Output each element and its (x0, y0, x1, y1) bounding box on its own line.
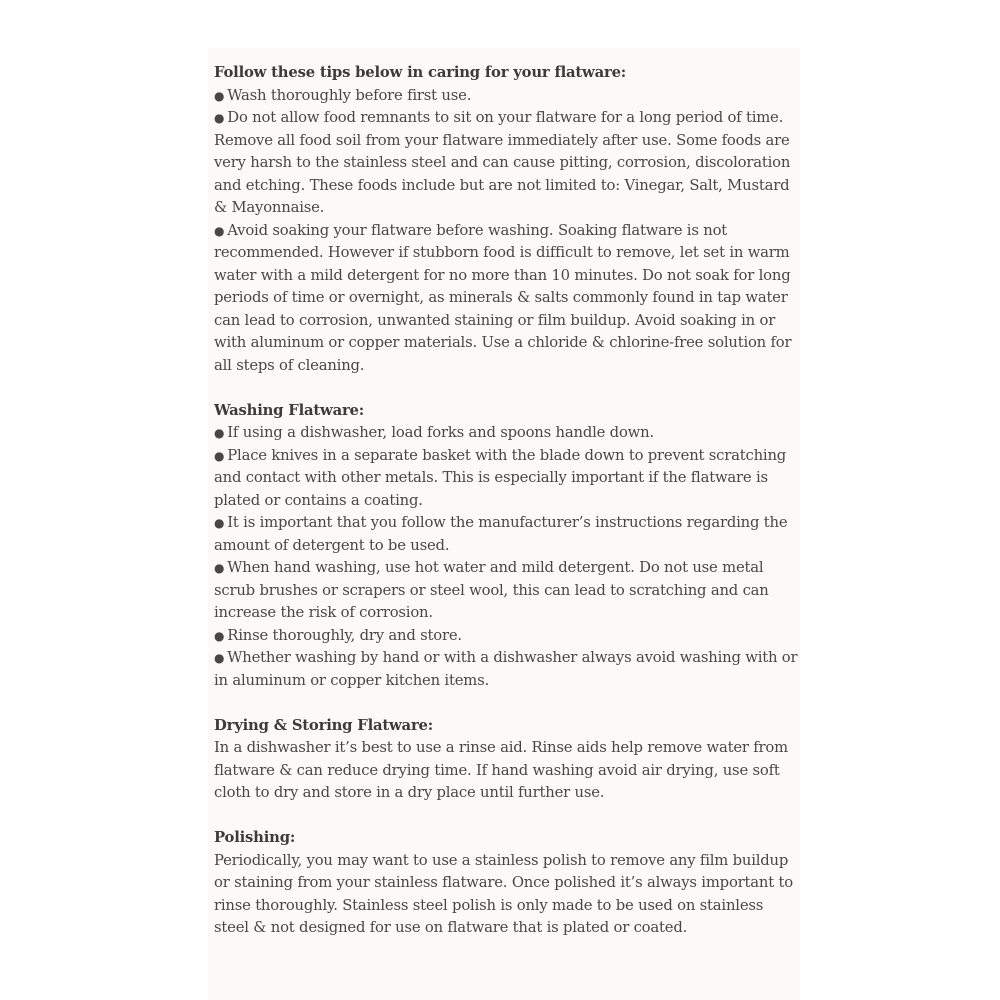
bullet-item: ● Wash thoroughly before first use. (214, 86, 472, 104)
section-heading: Follow these tips below in caring for your flatware: (214, 64, 627, 81)
section-washing-flatware (214, 400, 799, 693)
section-heading: Polishing: (214, 829, 296, 846)
bullet-item: ● If using a dishwasher, load forks and spoons handle down. (214, 424, 654, 441)
bullet-icon: ● (214, 651, 225, 665)
section-paragraph: In a dishwasher it’s best to use a rinse aid. Rinse aids help remove water from flatware & can reduce drying time. If hand washing avoid air drying, use soft cloth to dry and store in a dry place until further use. (214, 739, 788, 801)
bullet-item: ● Rinse thoroughly, dry and store. (214, 626, 462, 644)
bullet-icon: ● (214, 628, 225, 643)
section-heading: Washing Flatware: (214, 401, 365, 419)
bullet-icon: ● (214, 223, 225, 238)
section-care-tips (214, 62, 799, 377)
bullet-item: ● Whether washing by hand or with a dishwasher always avoid washing with or in aluminum or copper kitchen items. (214, 649, 798, 689)
bullet-icon: ● (214, 448, 225, 463)
bullet-item: ● Avoid soaking your flatware before washing. Soaking flatware is not recommended. However if stubborn food is difficult to remove, let set in warm water with a mild detergent for no more than 10 minutes. Do not soak for long periods of time or overnight, as minerals & salts commonly found in tap water can lead to corrosion, unwanted staining or film buildup. Avoid soaking in or with aluminum or copper materials. Use a chloride & chlorine-free solution for all steps of cleaning. (214, 221, 792, 374)
bullet-item: ● It is important that you follow the manufacturer’s instructions regarding the amount of detergent to be used. (214, 514, 788, 554)
section-heading: Drying & Storing Flatware: (214, 716, 434, 734)
bullet-icon: ● (214, 561, 225, 575)
bullet-item: ● Do not allow food remnants to sit on your flatware for a long period of time. Remove all food soil from your flatware immediately after use. Some foods are very harsh to the stainless steel and can cause pitting, corrosion, discoloration and etching. These foods include but are not limited to: Vinegar, Salt, Mustard & Mayonnaise. (214, 109, 791, 216)
bullet-icon: ● (214, 516, 225, 530)
bullet-icon: ● (214, 426, 225, 440)
bullet-item: ● Place knives in a separate basket with the blade down to prevent scratching and contact with other metals. This is especially important if the flatware is plated or contains a coating. (214, 446, 787, 509)
bullet-icon: ● (214, 111, 225, 125)
bullet-icon: ● (214, 88, 225, 103)
section-drying-storing (214, 715, 799, 805)
care-instructions-document (214, 62, 799, 962)
bullet-item: ● When hand washing, use hot water and mild detergent. Do not use metal scrub brushes or scrapers or steel wool, this can lead to scratching and can increase the risk of corrosion. (214, 559, 769, 621)
section-polishing (214, 827, 799, 940)
section-paragraph: Periodically, you may want to use a stainless polish to remove any film buildup or staining from your stainless flatware. Once polished it’s always important to rinse thoroughly. Stainless steel polish is only made to be used on stainless steel & not designed for use on flatware that is plated or coated. (214, 851, 793, 936)
